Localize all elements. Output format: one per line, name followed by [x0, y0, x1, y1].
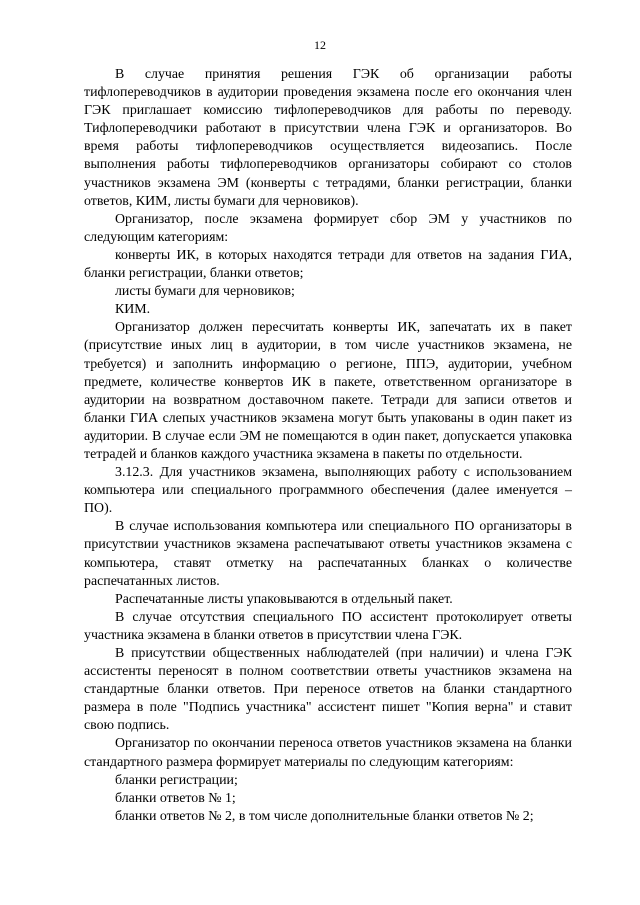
paragraph: В случае отсутствия специального ПО ассистент протоколирует ответы участника экзамена в бланки ответов в присутствии члена ГЭК.: [84, 609, 572, 643]
paragraph: Распечатанные листы упаковываются в отдельный пакет.: [115, 591, 453, 607]
paragraph: Организатор должен пересчитать конверты ИК, запечатать их в пакет (присутствие иных лиц в аудитории, в том числе участников экзамена, не требуется) и заполнить информацию о регионе, ППЭ, аудитории, учебном предмете, количестве конвертов ИК в пакете, ответственном организаторе в аудитории на возвратном доставочном пакете. Тетради для записи ответов и бланки ГИА слепых участников экзамена могут быть упакованы в один пакет из аудитории. В случае если ЭМ не помещаются в один пакет, допускается упаковка тетрадей и бланков каждого участника экзамена в пакеты по отдельности.: [84, 320, 572, 462]
list-item: бланки регистрации;: [115, 772, 238, 788]
list-item: КИМ.: [115, 302, 151, 318]
document-body: [84, 66, 572, 826]
paragraph: В случае использования компьютера или специального ПО организаторы в присутствии участников экзамена распечатывают ответы участников экзамена с компьютера, ставят отметку на распечатанных бланках о количестве распечатанных листов.: [84, 519, 572, 589]
list-item: бланки ответов № 2, в том числе дополнительные бланки ответов № 2;: [115, 808, 534, 824]
paragraph: Организатор по окончании переноса ответов участников экзамена на бланки стандартного размера формирует материалы по следующим категориям:: [84, 736, 572, 770]
paragraph: Организатор, после экзамена формирует сбор ЭМ у участников по следующим категориям:: [84, 211, 572, 245]
section-heading: 3.12.3. Для участников экзамена, выполняющих работу с использованием компьютера или специального программного обеспечения (далее именуется – ПО).: [84, 465, 572, 517]
list-item: бланки ответов № 1;: [115, 790, 236, 806]
page-number: 12: [314, 38, 326, 52]
list-item: листы бумаги для черновиков;: [115, 284, 295, 300]
paragraph: В присутствии общественных наблюдателей (при наличии) и члена ГЭК ассистенты переносят в полном соответствии ответы участников экзамена на стандартные бланки ответов. При переносе ответов на бланки стандартного размера в поле "Подпись участника" ассистент пишет "Копия верна" и ставит свою подпись.: [84, 646, 572, 734]
list-item: конверты ИК, в которых находятся тетради для ответов на задания ГИА, бланки регистрации, бланки ответов;: [84, 247, 572, 282]
paragraph: В случае принятия решения ГЭК об организации работы тифлопереводчиков в аудитории проведения экзамена после его окончания член ГЭК приглашает комиссию тифлопереводчиков для работы по переводу. Тифлопереводчики работают в присутствии члена ГЭК и организаторов. Во время работы тифлопереводчиков осуществляется видеозапись. После выполнения работы тифлопереводчиков организаторы собирают со столов участников экзамена ЭМ (конверты с тетрадями, бланки регистрации, бланки ответов, КИМ, листы бумаги для черновиков).: [84, 67, 572, 209]
